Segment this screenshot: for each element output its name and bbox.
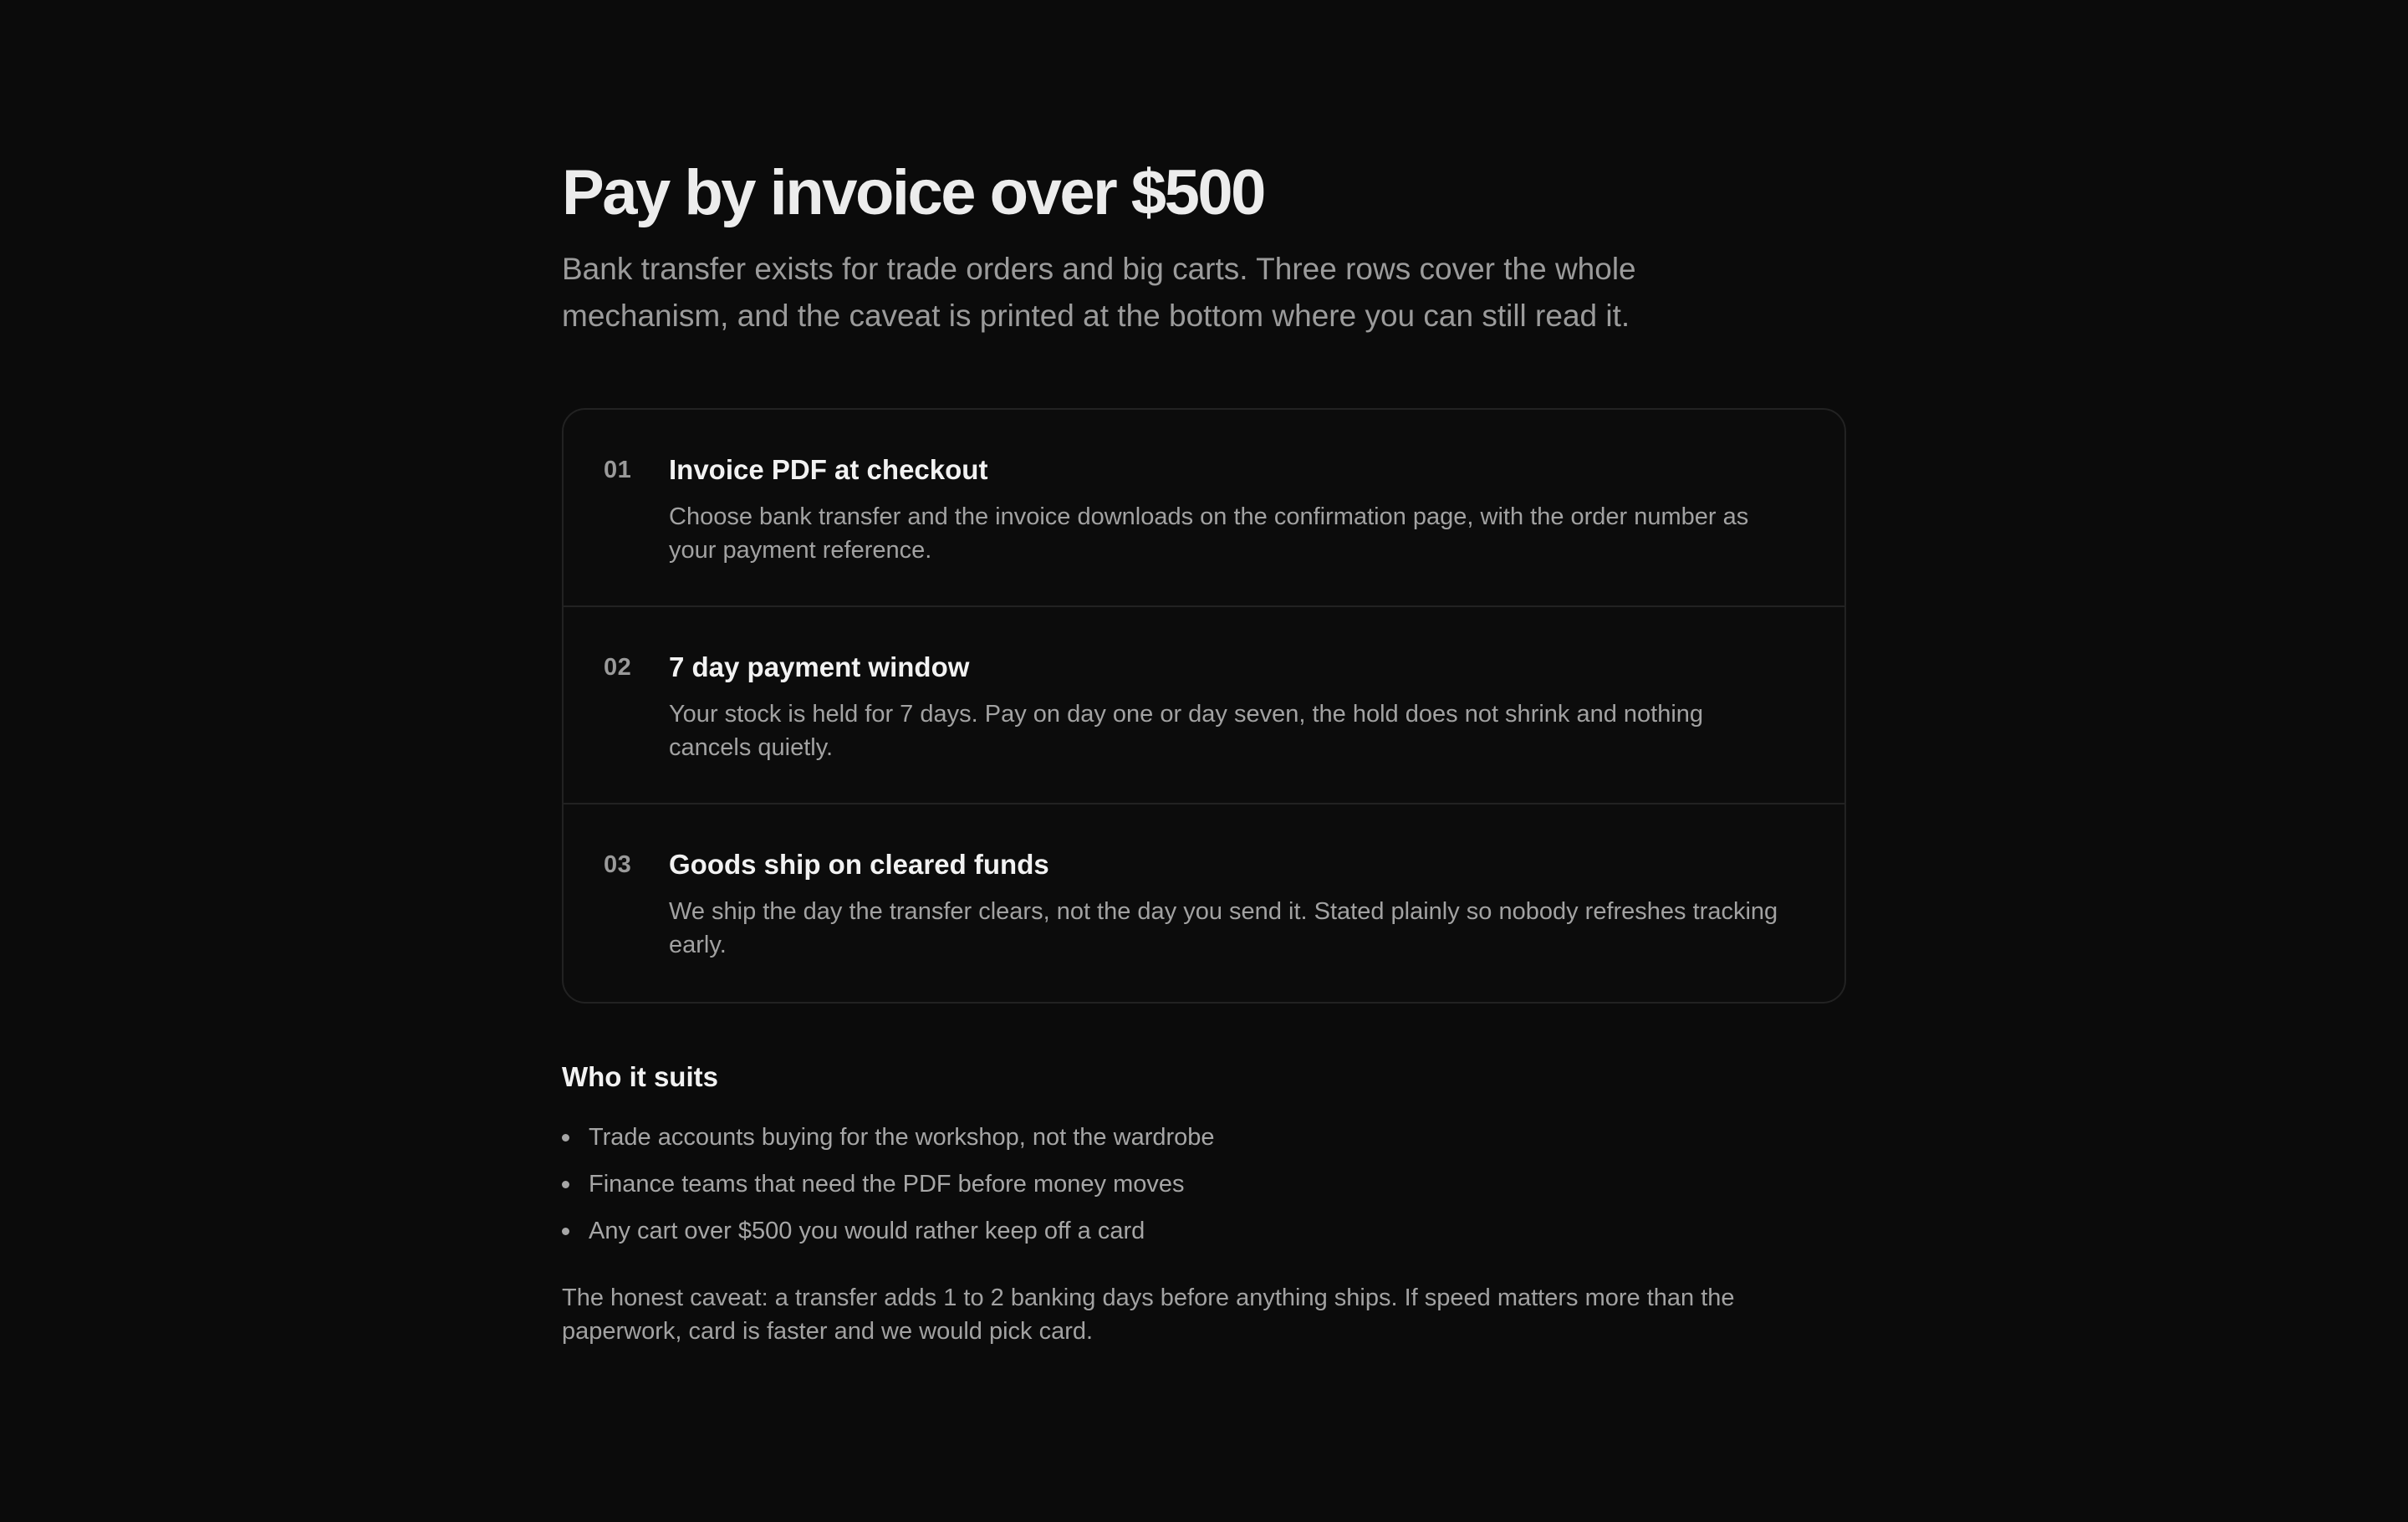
step-title: 7 day payment window <box>669 651 970 682</box>
bullet-icon <box>562 1181 569 1188</box>
step-row <box>564 607 1844 804</box>
invoice-page <box>562 157 1846 1348</box>
steps-card <box>562 408 1846 1004</box>
suits-list <box>562 1114 1846 1254</box>
list-item <box>562 1161 1846 1208</box>
step-title: Goods ship on cleared funds <box>669 849 1049 880</box>
caveat-text: The honest caveat: a transfer adds 1 to 2 banking days before anything ships. If speed matters more than the paperwork, card is faster and we would pick card. <box>562 1285 1735 1345</box>
bullet-icon <box>562 1134 569 1142</box>
list-item-text: Trade accounts buying for the workshop, not the wardrobe <box>589 1124 1215 1151</box>
list-item <box>562 1114 1846 1161</box>
page-lede: Bank transfer exists for trade orders and big carts. Three rows cover the whole mechanism, and the caveat is printed at the bottom where you can still read it. <box>562 252 1636 333</box>
who-it-suits-heading: Who it suits <box>562 1061 718 1092</box>
step-row <box>564 410 1844 607</box>
step-text: Your stock is held for 7 days. Pay on day one or day seven, the hold does not shrink and nothing cancels quietly. <box>669 701 1704 761</box>
page-title: Pay by invoice over $500 <box>562 157 1264 228</box>
list-item-text: Any cart over $500 you would rather keep off a card <box>589 1218 1145 1244</box>
list-item-text: Finance teams that need the PDF before money moves <box>589 1171 1185 1198</box>
step-row <box>564 804 1844 1002</box>
step-number: 01 <box>604 457 632 483</box>
step-number: 02 <box>604 654 632 681</box>
step-text: Choose bank transfer and the invoice downloads on the confirmation page, with the order number as your payment reference. <box>669 503 1749 564</box>
step-title: Invoice PDF at checkout <box>669 454 988 485</box>
step-text: We ship the day the transfer clears, not the day you send it. Stated plainly so nobody refreshes tracking early. <box>669 898 1778 958</box>
list-item <box>562 1208 1846 1254</box>
step-number: 03 <box>604 851 632 878</box>
bullet-icon <box>562 1228 569 1235</box>
